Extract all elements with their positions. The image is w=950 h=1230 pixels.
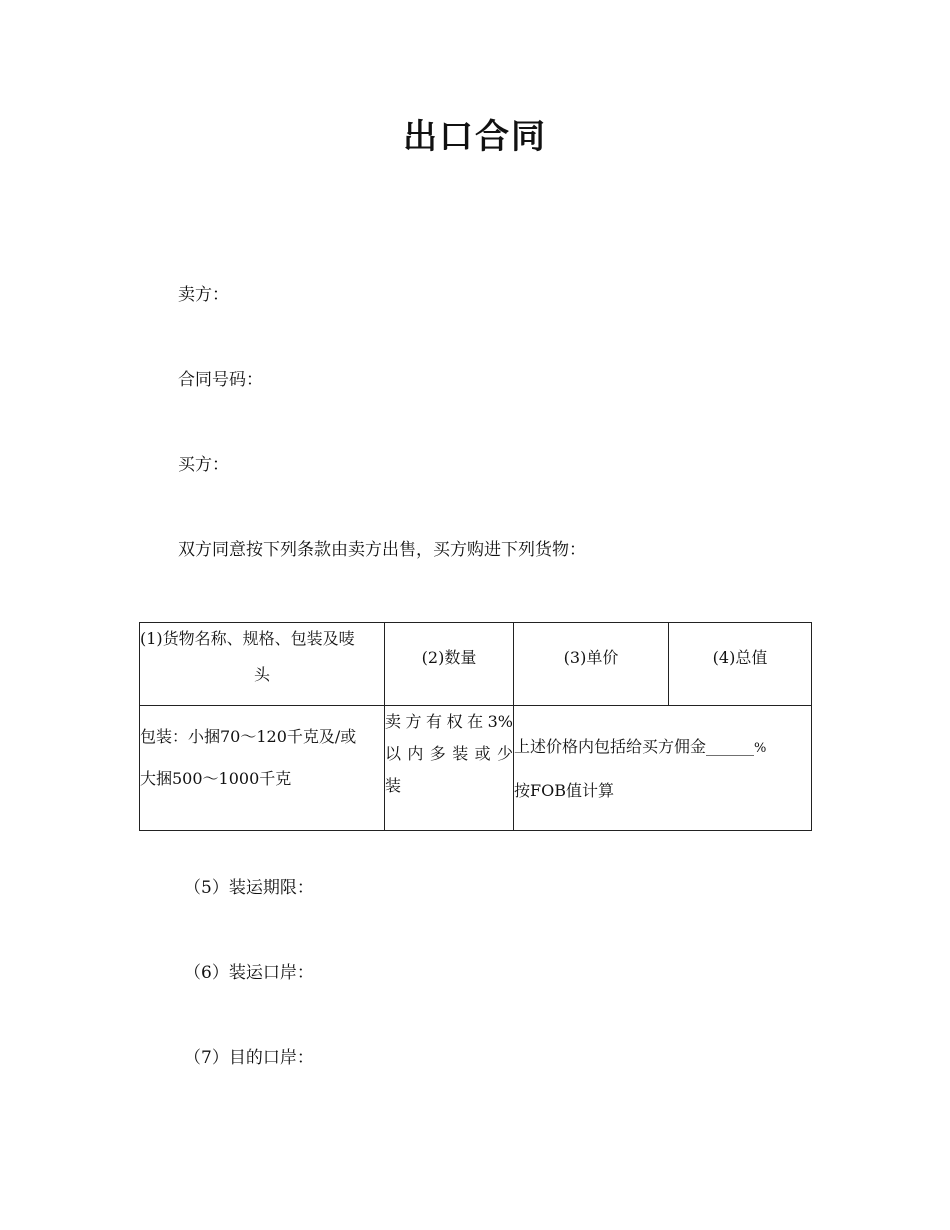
packing-line1: 包装：小捆70～120千克及/或 <box>140 727 357 746</box>
seller-label: 卖方： <box>178 285 229 305</box>
header-quantity-text: (2)数量 <box>421 648 477 667</box>
commission-percent: % <box>754 741 767 756</box>
goods-table <box>139 622 812 831</box>
table-header-row <box>140 623 812 706</box>
header-goods-name <box>140 623 385 706</box>
loading-port-clause: （6）装运口岸： <box>184 963 314 983</box>
quantity-line1: 卖方有权在3% <box>385 712 513 731</box>
intro-paragraph: 双方同意按下列条款由卖方出售，买方购进下列货物： <box>178 540 586 560</box>
buyer-label: 买方： <box>178 455 229 475</box>
header-total-value-text: (4)总值 <box>712 648 768 667</box>
quantity-cell <box>385 706 514 831</box>
header-goods-name-line1: (1)货物名称、规格、包装及唛 <box>140 629 355 648</box>
header-unit-price <box>514 623 669 706</box>
price-cell <box>514 706 812 831</box>
packing-line2: 大捆500～1000千克 <box>140 769 292 788</box>
header-unit-price-text: (3)单价 <box>563 648 619 667</box>
header-quantity <box>385 623 514 706</box>
destination-port-clause: （7）目的口岸： <box>184 1048 314 1068</box>
header-total-value <box>669 623 812 706</box>
commission-blank: ______ <box>706 737 755 756</box>
quantity-line3: 装 <box>385 776 402 795</box>
quantity-line2: 以内多装或少 <box>385 744 513 763</box>
header-goods-name-line2: 头 <box>253 665 270 684</box>
commission-line <box>514 726 811 770</box>
contract-number-label: 合同号码： <box>178 370 263 390</box>
packing-cell <box>140 706 385 831</box>
commission-text: 上述价格内包括给买方佣金 <box>514 737 707 756</box>
document-title: 出口合同 <box>403 117 547 157</box>
shipment-period-clause: （5）装运期限： <box>184 878 314 898</box>
fob-basis-line: 按FOB值计算 <box>514 781 614 800</box>
table-row <box>140 706 812 831</box>
